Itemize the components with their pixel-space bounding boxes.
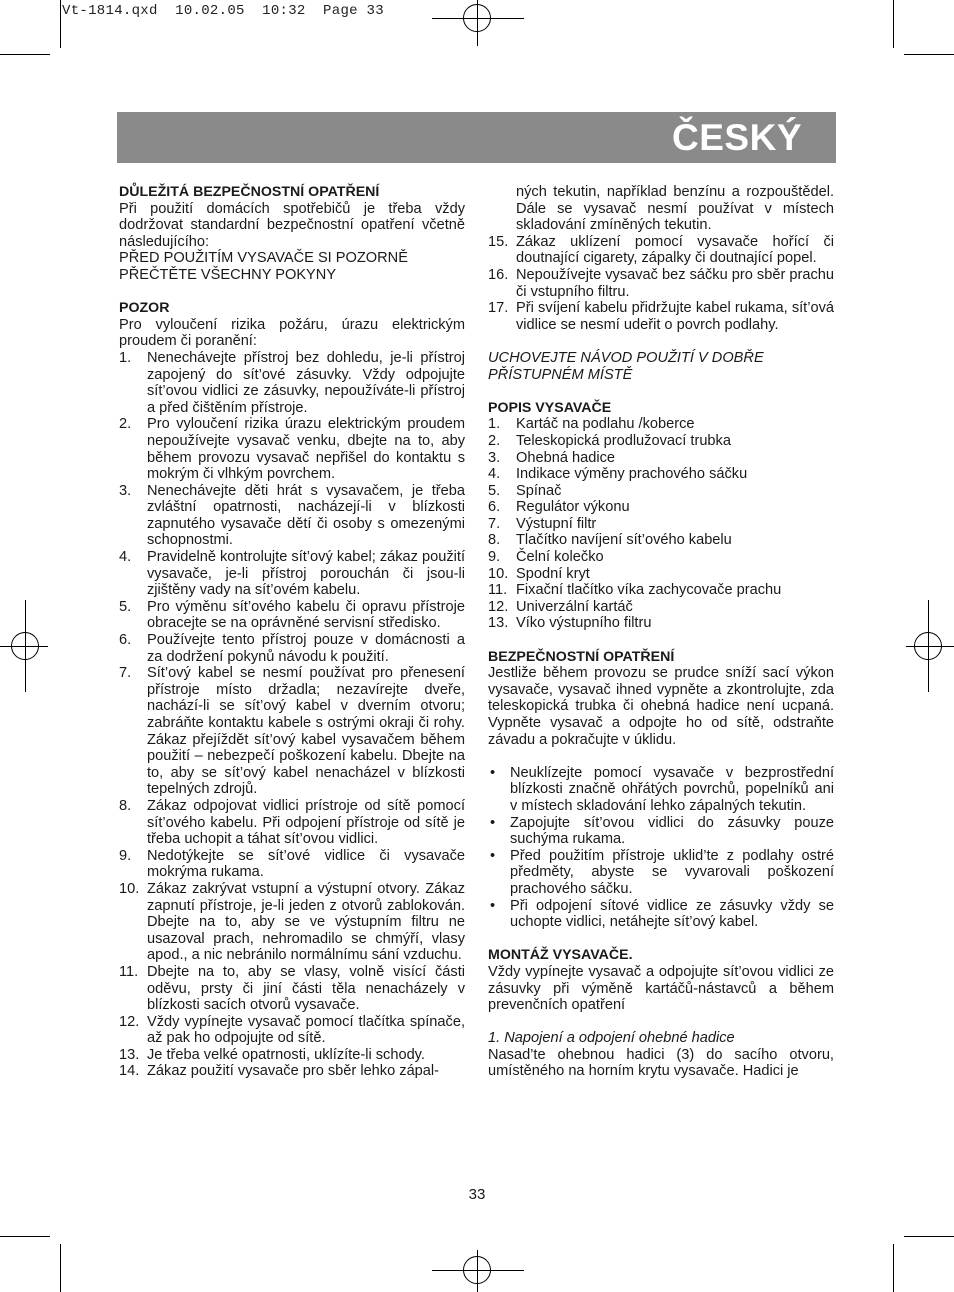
safety-intro: Při použití domácích spotřebičů je třeba vždy dodržovat standardní bezpečnostní opatření včetně následujícího: [119,200,465,250]
list-item: 5. Spínač [488,482,562,499]
bullet-item: • Neuklízejte pomocí vysavače v bezprostřední blízkosti značně ohřátých povrchů, popelníků ani v místech skladování lehko zápalných tekutin. [490,764,834,814]
hose-text: Nasad’te ohebnou hadici (3) do sacího otvoru, umístěného na horním krytu vysavače. Hadici je [488,1046,834,1080]
list-item: 7. Sít’ový kabel se nesmí používat pro přenesení přístroje místo držadla; nezavírejte dveře, nachází-li se sít’ový kabel v dverním otvoru; zabráňte kontaktu kabele s ostrými okraji či rohy. Zákaz přejíždět sít’ový kabel vysavačem během použití – nebezpečí poškození kabelu. Dbejte na to, aby se sít’ový kabel nenacházel v blízkosti tepelných zdrojů. [119,665,465,798]
parts-list [488,416,834,632]
list-item: 10. Zákaz zakrývat vstupní a výstupní otvory. Zákaz zapnutí přístroje, je-li jeden z otvorů zablokován. Dbejte na to, aby se ve výstupním filtru ne usazoval prach, nehromadilo se chmýří, vlasy apod., a nic nebránilo normálnímu sání vzduchu. [119,880,465,964]
list-item: 10. Spodní kryt [488,565,590,582]
heading-safety: DŮLEŽITÁ BEZPEČNOSTNÍ OPATŘENÍ [119,184,380,200]
subheading-hose: 1. Napojení a odpojení ohebné hadice [488,1030,735,1047]
bullet-item: • Před použitím přístroje uklid’te z podlahy ostré předměty, abyste se vyvarovali poškození prachového sáčku. [490,847,834,897]
list-item: 1. Nenechávejte přístroj bez dohledu, je-li přístroj zapojený do sít’ové zásuvky. Vždy odpojujte sít’ovou vidlici ze zásuvky, nepoužíváte-li přístroj a před čištěním přístroje. [119,349,465,416]
slug-line: Vt-1814.qxd 10.02.05 10:32 Page 33 [62,3,384,19]
bezpecnostni-text: Jestliže během provozu se prudce sníží sací výkon vysavače, vysavač ihned vypněte a zkontrolujte, zda teleskopická trubka či ohebná hadice není ucpaná. Vypněte vysavač a odpojte ho od sítě, odstraňte závadu a pokračujte v úklidu. [488,665,834,748]
list-item: 11. Fixační tlačítko víka zachycovače prachu [488,582,782,599]
list-item: 9. Čelní kolečko [488,549,604,566]
bullet-item: • Zapojujte sít’ovou vidlici do zásuvky pouze suchýma rukama. [490,814,834,848]
list-item: 4. Indikace výměny prachového sáčku [488,466,748,483]
list-item: 9. Nedotýkejte se sít’ové vidlice či vysavače mokrýma rukama. [119,847,465,881]
list-item: 3. Nenechávejte děti hrát s vysavačem, je třeba zvláštní opatrnosti, nacházejí-li v blízkosti zapnutého vysavače dětí či osoby s omezenými schopnostmi. [119,482,465,549]
right-column [488,184,834,1080]
list-item: 11. Dbejte na to, aby se vlasy, volně visící části oděvu, prsty či jiní části těla nenacházely v blízkosti sacích otvorů vysavače. [119,963,465,1014]
list-item: 4. Pravidelně kontrolujte sít’ový kabel; zákaz použití vysavače, je-li přístroj porouchán či jsou-li zjištěny vady na sít’ovém kabelu. [119,549,465,599]
heading-popis: POPIS VYSAVAČE [488,399,612,416]
heading-pozor: POZOR [119,300,170,317]
keep-manual-note: UCHOVEJTE NÁVOD POUŽITÍ V DOBŘE PŘÍSTUPNÉM MÍSTĚ [488,349,764,383]
list-item: 16. Nepoužívejte vysavač bez sáčku pro sběr prachu či vstupního filtru. [488,266,834,300]
list-item: 2. Pro vyloučení rizika úrazu elektrickým proudem nepoužívejte vysavač venku, dbejte na to, aby během provozu vysavač nepřišel do kontaktu s mokrým či vlhkým povrchem. [119,416,465,483]
list-item: 14. Zákaz použití vysavače pro sběr lehko zápal- [119,1063,440,1080]
heading-montaz: MONTÁŽ VYSAVAČE. [488,947,633,964]
list-item: 1. Kartáč na podlahu /koberce [488,416,695,433]
banner-title: ČESKÝ [672,117,802,158]
language-banner [117,112,836,163]
list-item: 6. Regulátor výkonu [488,499,630,516]
heading-bezpecnostni: BEZPEČNOSTNÍ OPATŘENÍ [488,648,675,665]
list-item: 15. Zákaz uklízení pomocí vysavače hořící či doutnající cigarety, zápalky či doutnající popel. [488,233,834,267]
continued-text: ných tekutin, například benzínu a rozpouštědel. Dále se vysavač nesmí používat v místech skladování zmíněných tekutin. [516,184,834,234]
list-item: 17. Při svíjení kabelu přidržujte kabel rukama, sít’ová vidlice se nesmí udeřit o povrch podlahy. [488,300,834,333]
pozor-intro: Pro vyloučení rizika požáru, úrazu elektrickým proudem či poranění: [119,316,465,350]
pozor-list [119,350,465,1080]
list-item: 6. Používejte tento přístroj pouze v domácnosti a za dodržení pokynů návodu k použití. [119,632,465,665]
list-item: 12. Vždy vypínejte vysavač pomocí tlačítka spínače, až pak ho odpojujte od sítě. [119,1013,465,1047]
pozor-list-continued [488,234,834,334]
list-item: 13. Je třeba velké opatrnosti, uklízíte-li schody. [119,1046,425,1063]
list-item: 12. Univerzální kartáč [488,598,633,615]
list-item: 8. Tlačítko navíjení sít’ového kabelu [488,532,732,549]
montaz-text: Vždy vypínejte vysavač a odpojujte sít’ovou vidlici ze zásuvky při výměně kartáčů-nástavců a během prevenčních opatření [488,963,834,1014]
page-number: 33 [468,1186,486,1203]
bullet-list [488,765,834,931]
list-item: 13. Víko výstupního filtru [488,615,652,632]
list-item: 2. Teleskopická prodlužovací trubka [488,432,731,449]
list-item: 7. Výstupní filtr [488,515,597,532]
list-item: 5. Pro výměnu sít’ového kabelu či opravu přístroje obracejte se na oprávněné servisní středisko. [119,598,465,632]
list-item: 3. Ohebná hadice [488,449,615,466]
bullet-item: • Při odpojení sítové vidlice ze zásuvky vždy se uchopte vidlici, netáhejte sít’ový kabel. [490,897,834,931]
safety-warning: PŘED POUŽITÍM VYSAVAČE SI POZORNĚ PŘEČTĚTE VŠECHNY POKYNY [119,250,408,283]
left-column [119,184,465,1080]
list-item: 8. Zákaz odpojovat vidlici prístroje od sítě pomocí sít’ového kabelu. Při odpojení přístroje od sítě je třeba uchopit a táhat sít’ovou vidlici. [119,797,465,848]
